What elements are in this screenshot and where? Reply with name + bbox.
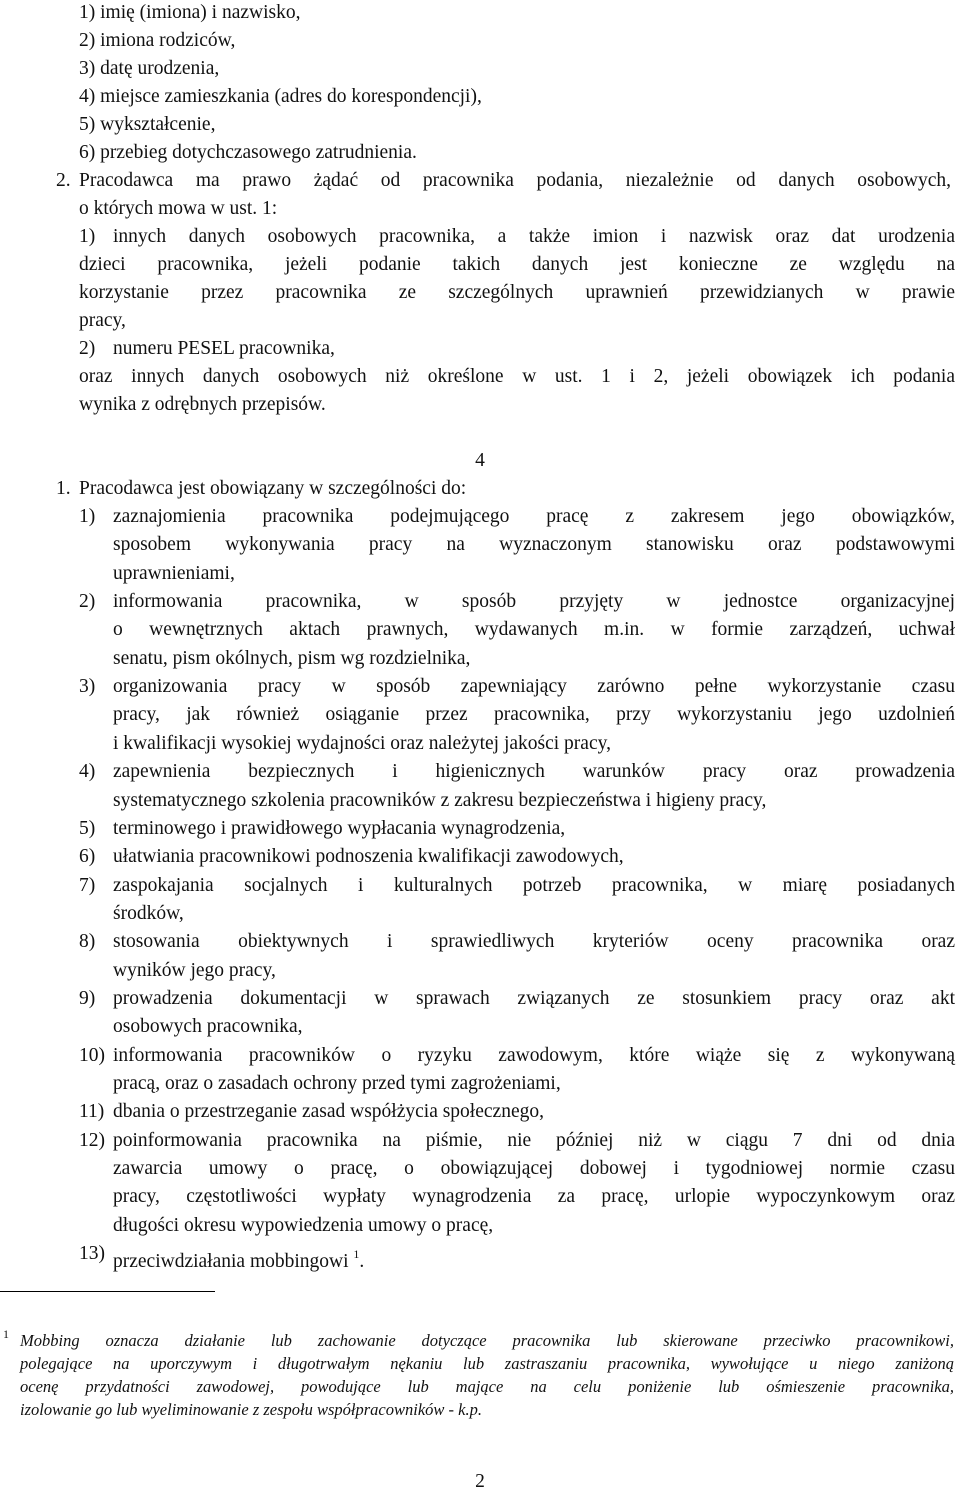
item-text: sposobem wykonywania pracy na wyznaczonym stanowisku oraz podstawowymi: [113, 534, 955, 555]
item-number: 9): [79, 988, 96, 1009]
item-text: informowania pracowników o ryzyku zawodowym, które wiąże się z wykonywaną: [113, 1045, 955, 1066]
footnote-text: ocenę przydatności zawodowej, powodujące lub mające na celu poniżenie lub ośmieszenie pracownika,: [20, 1377, 954, 1396]
item-text: systematycznego szkolenia pracowników z zakresu bezpieczeństwa i higieny pracy,: [113, 790, 767, 811]
section-heading: 4: [475, 450, 485, 471]
footnote-divider: [0, 1291, 215, 1292]
paragraph-number: 1.: [56, 478, 71, 499]
list-item: 5) wykształcenie,: [79, 114, 216, 135]
footnote-reference[interactable]: 1: [353, 1247, 360, 1261]
item-text: dzieci pracownika, jeżeli podanie takich danych jest konieczne ze względu na: [79, 254, 955, 275]
item-text: zawarcia umowy o pracę, o obowiązującej dobowej i tygodniowej normie czasu: [113, 1158, 955, 1179]
paragraph-text: Pracodawca jest obowiązany w szczególności do:: [79, 478, 467, 499]
item-number: 1): [79, 226, 96, 247]
list-item: 1) imię (imiona) i nazwisko,: [79, 2, 301, 23]
item-text: pracy,: [79, 310, 126, 331]
item-text: wyników jego pracy,: [113, 960, 276, 981]
item-text: organizowania pracy w sposób zapewniający zarówno pełne wykorzystanie czasu: [113, 676, 955, 697]
paragraph-text: o których mowa w ust. 1:: [79, 198, 278, 219]
item-text: osobowych pracownika,: [113, 1016, 303, 1037]
item-text: ułatwiania pracownikowi podnoszenia kwalifikacji zawodowych,: [113, 846, 624, 867]
item-text: prowadzenia dokumentacji w sprawach związanych ze stosunkiem pracy oraz akt: [113, 988, 955, 1009]
item-number: 13): [79, 1243, 105, 1264]
item-number: 2): [79, 591, 96, 612]
item-text: przeciwdziałania mobbingowi: [113, 1251, 349, 1272]
item-text: środków,: [113, 903, 184, 924]
item-text: informowania pracownika, w sposób przyjęty w jednostce organizacyjnej: [113, 591, 955, 612]
item-text: dbania o przestrzeganie zasad współżycia społecznego,: [113, 1101, 544, 1122]
item-number: 12): [79, 1130, 105, 1151]
paragraph-text: Pracodawca ma prawo żądać od pracownika podania, niezależnie od danych osobowych,: [79, 170, 951, 191]
item-text: korzystanie przez pracownika ze szczególnych uprawnień przewidzianych w prawie: [79, 282, 955, 303]
list-item: 2) imiona rodziców,: [79, 30, 236, 51]
item-number: 4): [79, 761, 96, 782]
item-text: o wewnętrznych aktach prawnych, wydawanych m.in. w formie zarządzeń, uchwał: [113, 619, 955, 640]
item-text: zapewnienia bezpiecznych i higienicznych warunków pracy oraz prowadzenia: [113, 761, 955, 782]
footnote-text: izolowanie go lub wyeliminowanie z zespołu współpracowników - k.p.: [20, 1400, 482, 1419]
item-text: pracy, jak również osiąganie przez pracownika, przy wykorzystaniu jego uzdolnień: [113, 704, 955, 725]
item-text-wrap: [113, 1240, 364, 1276]
item-text: senatu, pism okólnych, pism wg rozdzielnika,: [113, 648, 471, 669]
item-number: 6): [79, 846, 96, 867]
item-number: 10): [79, 1045, 105, 1066]
item-text: zaspokajania socjalnych i kulturalnych potrzeb pracownika, w miarę posiadanych: [113, 875, 955, 896]
item-number: 7): [79, 875, 96, 896]
item-text: terminowego i prawidłowego wypłacania wynagrodzenia,: [113, 818, 566, 839]
list-item: 6) przebieg dotychczasowego zatrudnienia.: [79, 142, 417, 163]
item-number: 1): [79, 506, 96, 527]
item-text: pracą, oraz o zasadach ochrony przed tymi zagrożeniami,: [113, 1073, 561, 1094]
item-punctuation: .: [359, 1251, 365, 1272]
footnote-text: Mobbing oznacza działanie lub zachowanie dotyczące pracownika lub skierowane przeciwko pracownikowi,: [20, 1331, 954, 1350]
item-text: długości okresu wypowiedzenia umowy o pracę,: [113, 1215, 494, 1236]
paragraph-number: 2.: [56, 170, 71, 191]
item-text: i kwalifikacji wysokiej wydajności oraz należytej jakości pracy,: [113, 733, 611, 754]
footnote-marker: 1: [3, 1327, 9, 1341]
paragraph-text: wynika z odrębnych przepisów.: [79, 394, 326, 415]
item-text: innych danych osobowych pracownika, a także imion i nazwisk oraz dat urodzenia: [113, 226, 955, 247]
item-text: pracy, częstotliwości wypłaty wynagrodzenia za pracę, urlopie wypoczynkowym oraz: [113, 1186, 955, 1207]
list-item: 3) datę urodzenia,: [79, 58, 220, 79]
item-number: 5): [79, 818, 96, 839]
item-number: 8): [79, 931, 96, 952]
item-text: poinformowania pracownika na piśmie, nie później niż w ciągu 7 dni od dnia: [113, 1130, 955, 1151]
item-number: 2): [79, 338, 96, 359]
item-text: stosowania obiektywnych i sprawiedliwych kryteriów oceny pracownika oraz: [113, 931, 955, 952]
list-item: 4) miejsce zamieszkania (adres do korespondencji),: [79, 86, 482, 107]
item-number: 3): [79, 676, 96, 697]
item-text: uprawnieniami,: [113, 563, 235, 584]
page-number: 2: [475, 1471, 485, 1492]
item-number: 11): [79, 1101, 105, 1122]
item-text: numeru PESEL pracownika,: [113, 338, 335, 359]
paragraph-text: oraz innych danych osobowych niż określone w ust. 1 i 2, jeżeli obowiązek ich podania: [79, 366, 955, 387]
footnote-text: polegające na uporczywym i długotrwałym nękaniu lub zastraszaniu pracownika, wywołujące u niego zaniżoną: [20, 1354, 954, 1373]
item-text: zaznajomienia pracownika podejmującego pracę z zakresem jego obowiązków,: [113, 506, 955, 527]
